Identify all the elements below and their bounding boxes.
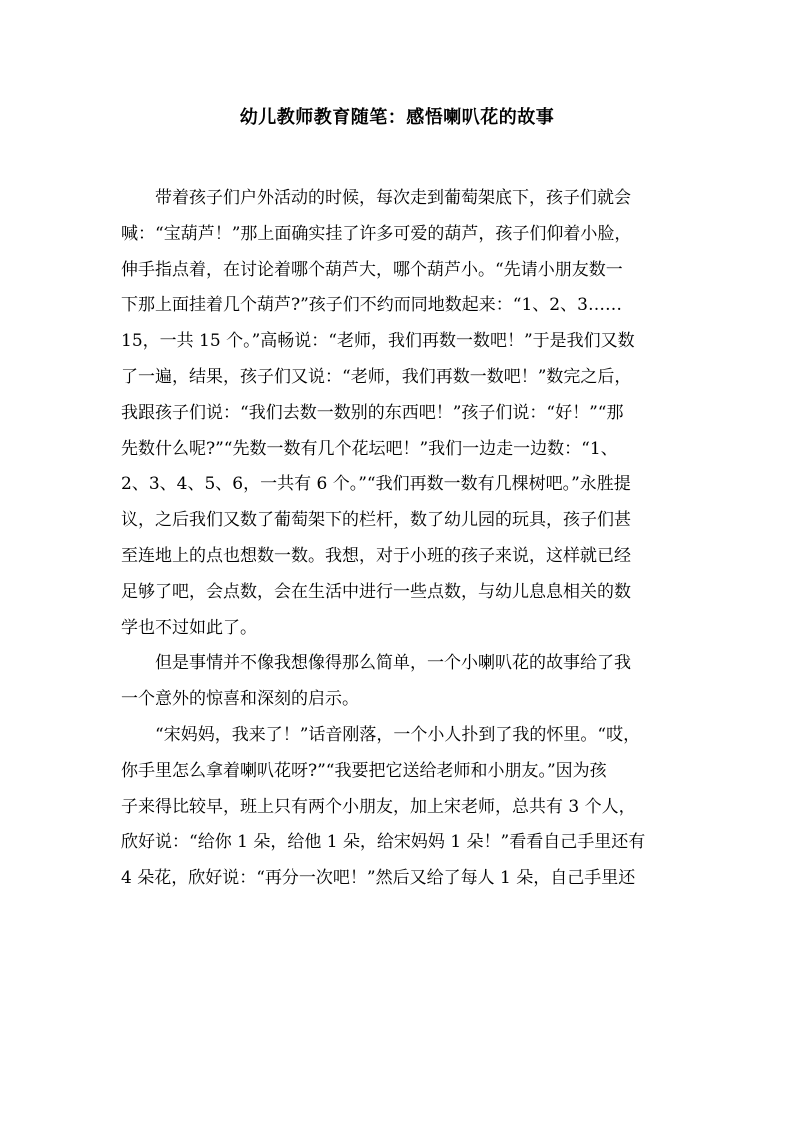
paragraph-2 — [121, 646, 677, 718]
text-line: 喊：“宝葫芦！”那上面确实挂了许多可爱的葫芦，孩子们仰着小脸， — [121, 223, 632, 244]
text-line: 子来得比较早，班上只有两个小朋友，加上宋老师，总共有 3 个人， — [121, 796, 636, 817]
text-line: 2、3、4、5、6，一共有 6 个。”“我们再数一数有几棵树吧。”永胜提 — [121, 474, 631, 495]
text-line: 先数什么呢?”“先数一数有几个花坛吧！”我们一边走一边数：“1、 — [121, 438, 618, 459]
text-line: 4 朵花，欣好说：“再分一次吧！”然后又给了每人 1 朵，自己手里还 — [121, 868, 636, 889]
text-line: 欣好说：“给你 1 朵，给他 1 朵，给宋妈妈 1 朵！”看看自己手里还有 — [121, 832, 646, 853]
text-line: 议，之后我们又数了葡萄架下的栏杆，数了幼儿园的玩具，孩子们甚 — [121, 510, 631, 531]
text-line: 下那上面挂着几个葫芦?”孩子们不约而同地数起来：“1、2、3…… — [121, 295, 622, 316]
text-line: 了一遍，结果，孩子们又说：“老师，我们再数一数吧！”数完之后， — [121, 366, 632, 387]
text-line: 15，一共 15 个。”高畅说：“老师，我们再数一数吧！”于是我们又数 — [121, 331, 635, 352]
text-line: 学也不过如此了。 — [121, 617, 257, 638]
text-line: 带着孩子们户外活动的时候，每次走到葡萄架底下，孩子们就会 — [155, 188, 631, 208]
text-line: 足够了吧，会点数，会在生活中进行一些点数，与幼儿息息相关的数 — [121, 581, 631, 602]
text-line: 我跟孩子们说：“我们去数一数别的东西吧！”孩子们说：“好！”“那 — [121, 402, 624, 423]
text-line: 但是事情并不像我想像得那么简单，一个小喇叭花的故事给了我 — [155, 653, 631, 674]
text-line: 一个意外的惊喜和深刻的启示。 — [121, 689, 359, 710]
text-line: 你手里怎么拿着喇叭花呀?”“我要把它送给老师和小朋友。”因为孩 — [121, 760, 607, 781]
document-title: 幼儿教师教育随笔：感悟喇叭花的故事 — [239, 107, 555, 128]
text-line: 至连地上的点也想数一数。我想，对于小班的孩子来说，这样就已经 — [121, 545, 631, 566]
text-line: “宋妈妈，我来了！”话音刚落，一个小人扑到了我的怀里。“哎， — [155, 724, 641, 745]
paragraph-1 — [121, 181, 677, 646]
paragraph-3 — [121, 718, 677, 897]
text-line: 伸手指点着，在讨论着哪个葫芦大，哪个葫芦小。“先请小朋友数一 — [121, 259, 623, 280]
document-body — [121, 181, 677, 897]
